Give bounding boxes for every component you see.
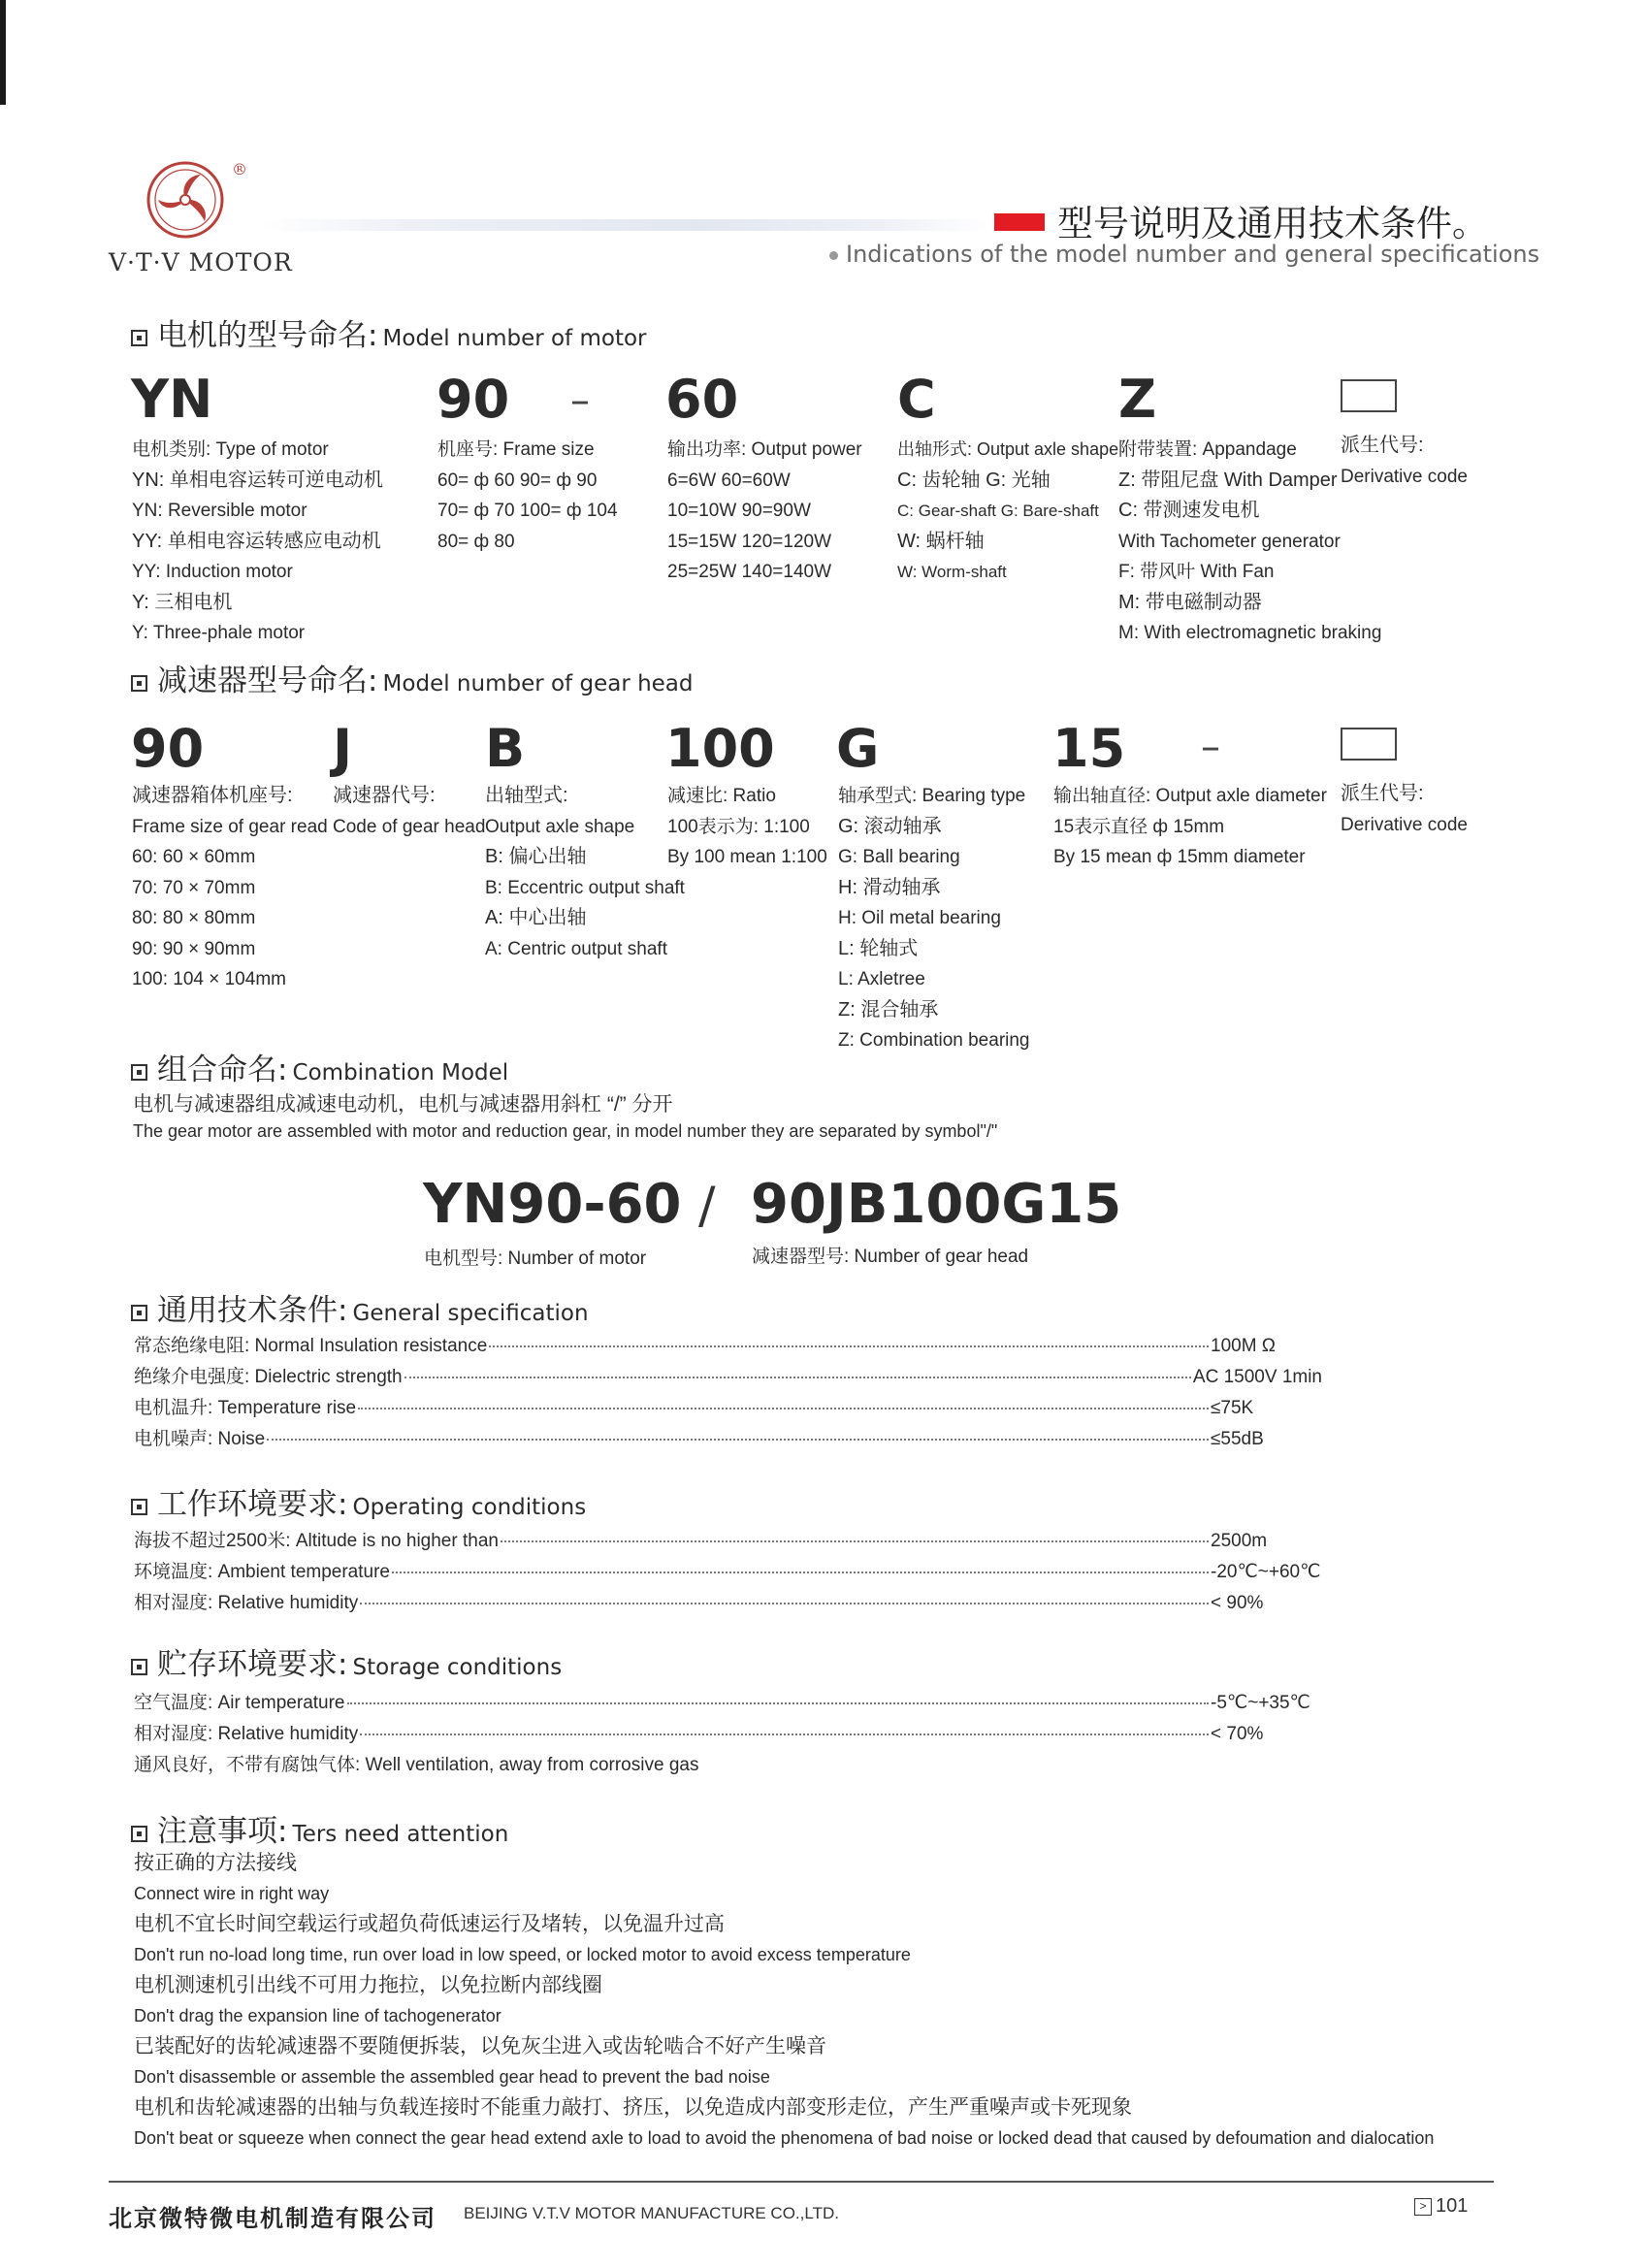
dot-leader bbox=[360, 1733, 1209, 1735]
spec-value: -20℃~+60℃ bbox=[1211, 1562, 1321, 1582]
column-line: 出轴型式: bbox=[485, 785, 568, 806]
column-line: 输出功率: Output power bbox=[667, 439, 862, 460]
column-line: A: Centric output shaft bbox=[485, 938, 667, 959]
code-frame-size: 90 bbox=[436, 369, 510, 430]
dot-leader bbox=[360, 1603, 1209, 1604]
column-line: 输出轴直径: Output axle diameter bbox=[1053, 786, 1327, 806]
square-bullet-icon bbox=[131, 1064, 147, 1081]
code-output-shaft: B bbox=[485, 718, 526, 779]
column-line: L: 轮轴式 bbox=[838, 937, 919, 959]
spec-label: 电机噪声: Noise bbox=[134, 1429, 266, 1449]
spec-label: 海拔不超过2500米: Altitude is no higher than bbox=[134, 1531, 499, 1551]
header-band bbox=[262, 219, 989, 231]
dot-leader bbox=[404, 1377, 1191, 1378]
footer-divider bbox=[109, 2181, 1494, 2183]
dot-leader bbox=[501, 1540, 1209, 1542]
spec-value: ≤55dB bbox=[1211, 1429, 1264, 1449]
column-line: Z: 混合轴承 bbox=[838, 998, 939, 1021]
column-line: G: 滚动轴承 bbox=[838, 815, 942, 837]
section-header-motor-model bbox=[131, 310, 647, 354]
spec-value: < 70% bbox=[1211, 1724, 1264, 1744]
attention-item-cn: 按正确的方法接线 bbox=[134, 1852, 297, 1874]
column-line: 100: 104 × 104mm bbox=[132, 969, 286, 989]
column-line: C: 齿轮轴 G: 光轴 bbox=[897, 469, 1051, 491]
section-title-en: Operating conditions bbox=[352, 1495, 587, 1520]
logo-text: V·T·V MOTOR bbox=[109, 248, 293, 276]
square-bullet-icon bbox=[131, 330, 147, 346]
spec-row bbox=[134, 1688, 1322, 1719]
dot-leader bbox=[267, 1439, 1209, 1441]
code-axle-shape: C bbox=[897, 369, 936, 430]
spec-row bbox=[134, 1393, 1322, 1424]
square-bullet-icon bbox=[131, 1499, 147, 1515]
section-title-en: Combination Model bbox=[292, 1060, 509, 1085]
column-line: 6=6W 60=60W bbox=[667, 470, 791, 491]
spec-value: 100M Ω bbox=[1211, 1336, 1277, 1356]
spec-value: AC 1500V 1min bbox=[1192, 1367, 1322, 1387]
column-line: Z: Combination bearing bbox=[838, 1030, 1030, 1051]
column-line: 派生代号: bbox=[1341, 783, 1424, 804]
page-number-text: 101 bbox=[1436, 2195, 1469, 2217]
spec-row bbox=[134, 1526, 1322, 1557]
combined-slash: / bbox=[698, 1177, 716, 1235]
column-line: 15=15W 120=120W bbox=[667, 531, 832, 552]
spec-row bbox=[134, 1557, 1322, 1588]
section-title-en: Ters need attention bbox=[292, 1822, 509, 1847]
column-line: Derivative code bbox=[1341, 466, 1468, 487]
combined-motor-label: 电机型号: Number of motor bbox=[424, 1248, 647, 1269]
column-line: Output axle shape bbox=[485, 816, 635, 837]
spec-label: 电机温升: Temperature rise bbox=[134, 1398, 357, 1418]
column-line: 减速比: Ratio bbox=[667, 786, 776, 806]
code-axle-diameter: 15 bbox=[1052, 718, 1126, 779]
column-axle-shape bbox=[897, 435, 1118, 588]
spec-value: ≤75K bbox=[1211, 1398, 1254, 1418]
column-bearing-type bbox=[838, 781, 1030, 1056]
column-line: H: Oil metal bearing bbox=[838, 908, 1001, 928]
square-bullet-icon bbox=[131, 1826, 147, 1842]
column-ratio bbox=[667, 781, 827, 873]
column-line: YN: Reversible motor bbox=[132, 501, 307, 521]
section-title-cn: 注意事项: bbox=[157, 1814, 288, 1849]
code-appendage: Z bbox=[1118, 369, 1157, 430]
column-line: 80= ф 80 bbox=[437, 531, 515, 552]
footer-company-en: BEIJING V.T.V MOTOR MANUFACTURE CO.,LTD. bbox=[464, 2204, 839, 2222]
column-axle-diameter bbox=[1053, 781, 1327, 873]
attention-item-cn: 电机和齿轮减速器的出轴与负载连接时不能重力敲打、挤压，以免造成内部变形走位，产生严重噪声或卡死现象 bbox=[134, 2096, 1132, 2119]
combination-text-en: The gear motor are assembled with motor and reduction gear, in model number they are separated by symbol"/" bbox=[133, 1121, 998, 1141]
column-gear-frame bbox=[132, 781, 328, 995]
column-line: C: Gear-shaft G: Bare-shaft bbox=[897, 502, 1099, 520]
column-line: Derivative code bbox=[1341, 814, 1468, 835]
column-line: YN: 单相电容运转可逆电动机 bbox=[132, 469, 383, 491]
column-line: Frame size of gear read bbox=[132, 816, 328, 837]
storage-list bbox=[134, 1688, 1322, 1781]
column-line: 100表示为: 1:100 bbox=[667, 816, 810, 837]
combined-gear-label: 减速器型号: Number of gear head bbox=[752, 1247, 1029, 1267]
attention-item-cn: 电机不宜长时间空载运行或超负荷低速运行及堵转，以免温升过高 bbox=[134, 1913, 725, 1935]
column-line: M: 带电磁制动器 bbox=[1118, 591, 1262, 613]
attention-item-en: Don't run no-load long time, run over load in low speed, or locked motor to avoid excess temperature bbox=[134, 1945, 911, 1964]
column-line: 80: 80 × 80mm bbox=[132, 908, 256, 928]
section-title-cn: 组合命名: bbox=[157, 1053, 288, 1087]
column-gear-code bbox=[333, 781, 485, 842]
column-frame-size bbox=[437, 435, 618, 557]
registered-mark: ® bbox=[232, 160, 247, 178]
dot-leader bbox=[358, 1408, 1209, 1409]
spec-row bbox=[134, 1331, 1322, 1362]
column-line: Z: 带阻尼盘 With Damper bbox=[1118, 469, 1338, 491]
combination-text-cn: 电机与减速器组成减速电动机，电机与减速器用斜杠 “/” 分开 bbox=[133, 1093, 673, 1116]
page-title-cn: 型号说明及通用技术条件。 bbox=[1057, 203, 1488, 244]
column-line: M: With electromagnetic braking bbox=[1118, 623, 1382, 643]
attention-item-en: Don't disassemble or assemble the assembled gear head to prevent the bad noise bbox=[134, 2067, 770, 2087]
column-line: With Tachometer generator bbox=[1118, 531, 1341, 552]
column-line: B: Eccentric output shaft bbox=[485, 877, 685, 898]
section-title-cn: 减速器型号命名: bbox=[157, 664, 378, 698]
spec-label: 常态绝缘电阻: Normal Insulation resistance bbox=[134, 1336, 488, 1356]
section-title-cn: 工作环境要求: bbox=[157, 1487, 348, 1522]
section-title-cn: 电机的型号命名: bbox=[157, 318, 378, 353]
derivative-code-box bbox=[1341, 379, 1397, 412]
subtitle-text: Indications of the model number and general specifications bbox=[846, 241, 1540, 268]
column-line: C: 带测速发电机 bbox=[1118, 500, 1260, 521]
section-header-operating bbox=[131, 1479, 586, 1523]
column-line: B: 偏心出轴 bbox=[485, 846, 587, 867]
bullet-dot-icon bbox=[829, 251, 838, 260]
section-header-combination bbox=[131, 1045, 508, 1088]
square-bullet-icon bbox=[131, 675, 147, 692]
code-bearing-type: G bbox=[836, 718, 880, 779]
code-motor-type: YN bbox=[131, 369, 213, 430]
section-header-attention bbox=[131, 1806, 508, 1850]
column-derivative-code bbox=[1341, 779, 1468, 840]
column-line: 附带装置: Appandage bbox=[1118, 439, 1297, 460]
combined-gear-code: 90JB100G15 bbox=[751, 1173, 1122, 1236]
section-title-cn: 贮存环境要求: bbox=[157, 1647, 348, 1682]
column-line: 减速器箱体机座号: bbox=[132, 785, 293, 806]
spec-label: 空气温度: Air temperature bbox=[134, 1693, 345, 1713]
page-arrow-icon: > bbox=[1414, 2198, 1432, 2216]
spec-label: 环境温度: Ambient temperature bbox=[134, 1562, 390, 1582]
attention-item-en: Don't beat or squeeze when connect the gear head extend axle to load to avoid the phenomena of bad noise or locked dead that caused by defoumation and dialocation bbox=[134, 2128, 1435, 2148]
column-line: 10=10W 90=90W bbox=[667, 501, 811, 521]
section-header-gear-model bbox=[131, 656, 694, 699]
column-line: Y: 三相电机 bbox=[132, 591, 233, 613]
column-line: Y: Three-phale motor bbox=[132, 623, 306, 643]
column-line: YY: Induction motor bbox=[132, 562, 293, 582]
attention-item-en: Don't drag the expansion line of tachogenerator bbox=[134, 2006, 501, 2025]
spec-row bbox=[134, 1719, 1322, 1750]
vtv-logo-icon bbox=[141, 153, 257, 246]
column-line: H: 滑动轴承 bbox=[838, 876, 941, 898]
column-line: W: 蜗杆轴 bbox=[897, 530, 985, 552]
combined-motor-code: YN90-60 bbox=[423, 1173, 682, 1236]
column-line: 70: 70 × 70mm bbox=[132, 877, 256, 898]
code-ratio: 100 bbox=[665, 718, 775, 779]
code-dash: – bbox=[570, 378, 590, 423]
column-line: 15表示直径 ф 15mm bbox=[1053, 816, 1225, 837]
code-dash: – bbox=[1201, 725, 1220, 769]
spec-value: -5℃~+35℃ bbox=[1211, 1693, 1310, 1713]
section-title-cn: 通用技术条件: bbox=[157, 1293, 348, 1328]
general-spec-list bbox=[134, 1331, 1322, 1455]
column-derivative-code bbox=[1341, 431, 1468, 492]
column-line: 减速器代号: bbox=[333, 785, 436, 806]
column-line: 90: 90 × 90mm bbox=[132, 938, 256, 959]
section-title-en: Model number of motor bbox=[382, 326, 647, 351]
column-line: 25=25W 140=140W bbox=[667, 562, 832, 582]
column-motor-type bbox=[132, 435, 383, 649]
spec-row bbox=[134, 1588, 1322, 1619]
scan-edge-mark bbox=[0, 0, 6, 105]
column-line: 电机类别: Type of motor bbox=[132, 439, 329, 460]
column-line: 机座号: Frame size bbox=[437, 439, 595, 460]
column-line: L: Axletree bbox=[838, 969, 925, 989]
column-output-power bbox=[667, 435, 862, 588]
column-line: 轴承型式: Bearing type bbox=[838, 786, 1026, 806]
column-line: G: Ball bearing bbox=[838, 847, 960, 867]
spec-label: 相对湿度: Relative humidity bbox=[134, 1724, 359, 1744]
column-line: YY: 单相电容运转感应电动机 bbox=[132, 530, 381, 552]
page-number bbox=[1414, 2195, 1468, 2218]
title-accent-bar bbox=[994, 213, 1045, 231]
column-line: By 15 mean ф 15mm diameter bbox=[1053, 847, 1306, 867]
square-bullet-icon bbox=[131, 1659, 147, 1675]
dot-leader bbox=[347, 1702, 1210, 1704]
code-output-power: 60 bbox=[665, 369, 739, 430]
column-line: By 100 mean 1:100 bbox=[667, 847, 827, 867]
column-output-shaft bbox=[485, 781, 685, 964]
section-title-en: Model number of gear head bbox=[382, 671, 694, 697]
column-line: 派生代号: bbox=[1341, 435, 1424, 456]
dot-leader bbox=[489, 1345, 1209, 1347]
square-bullet-icon bbox=[131, 1305, 147, 1321]
spec-label: 相对湿度: Relative humidity bbox=[134, 1593, 359, 1613]
page-subtitle-en bbox=[829, 241, 1539, 268]
section-title-en: General specification bbox=[352, 1301, 589, 1326]
spec-value: < 90% bbox=[1211, 1593, 1264, 1613]
column-line: 70= ф 70 100= ф 104 bbox=[437, 501, 618, 521]
column-line: 出轴形式: Output axle shape bbox=[897, 439, 1119, 459]
section-title-en: Storage conditions bbox=[352, 1655, 563, 1680]
spec-row bbox=[134, 1362, 1322, 1393]
column-line: A: 中心出轴 bbox=[485, 907, 587, 928]
spec-label: 绝缘介电强度: Dielectric strength bbox=[134, 1367, 403, 1387]
section-header-general-spec bbox=[131, 1285, 589, 1329]
column-line: W: Worm-shaft bbox=[897, 563, 1007, 581]
column-line: 60: 60 × 60mm bbox=[132, 847, 256, 867]
code-gear-frame: 90 bbox=[131, 718, 205, 779]
column-line: 60= ф 60 90= ф 90 bbox=[437, 470, 598, 491]
dot-leader bbox=[392, 1571, 1209, 1573]
attention-item-cn: 已装配好的齿轮减速器不要随便拆装，以免灰尘进入或齿轮啮合不好产生噪音 bbox=[134, 2035, 826, 2057]
attention-list bbox=[134, 1848, 1434, 2154]
spec-row bbox=[134, 1424, 1322, 1455]
section-header-storage bbox=[131, 1639, 562, 1683]
spec-value: 2500m bbox=[1211, 1531, 1268, 1551]
attention-item-cn: 电机测速机引出线不可用力拖拉，以免拉断内部线圈 bbox=[134, 1974, 602, 1996]
column-line: Code of gear head bbox=[333, 816, 486, 837]
storage-note: 通风良好，不带有腐蚀气体: Well ventilation, away from corrosive gas bbox=[134, 1755, 699, 1775]
code-gear-code: J bbox=[333, 718, 353, 779]
operating-list bbox=[134, 1526, 1322, 1619]
column-line: F: 带风叶 With Fan bbox=[1118, 562, 1275, 582]
derivative-code-box bbox=[1341, 728, 1397, 761]
attention-item-en: Connect wire in right way bbox=[134, 1884, 330, 1903]
footer-company-cn: 北京微特微电机制造有限公司 bbox=[109, 2204, 436, 2232]
